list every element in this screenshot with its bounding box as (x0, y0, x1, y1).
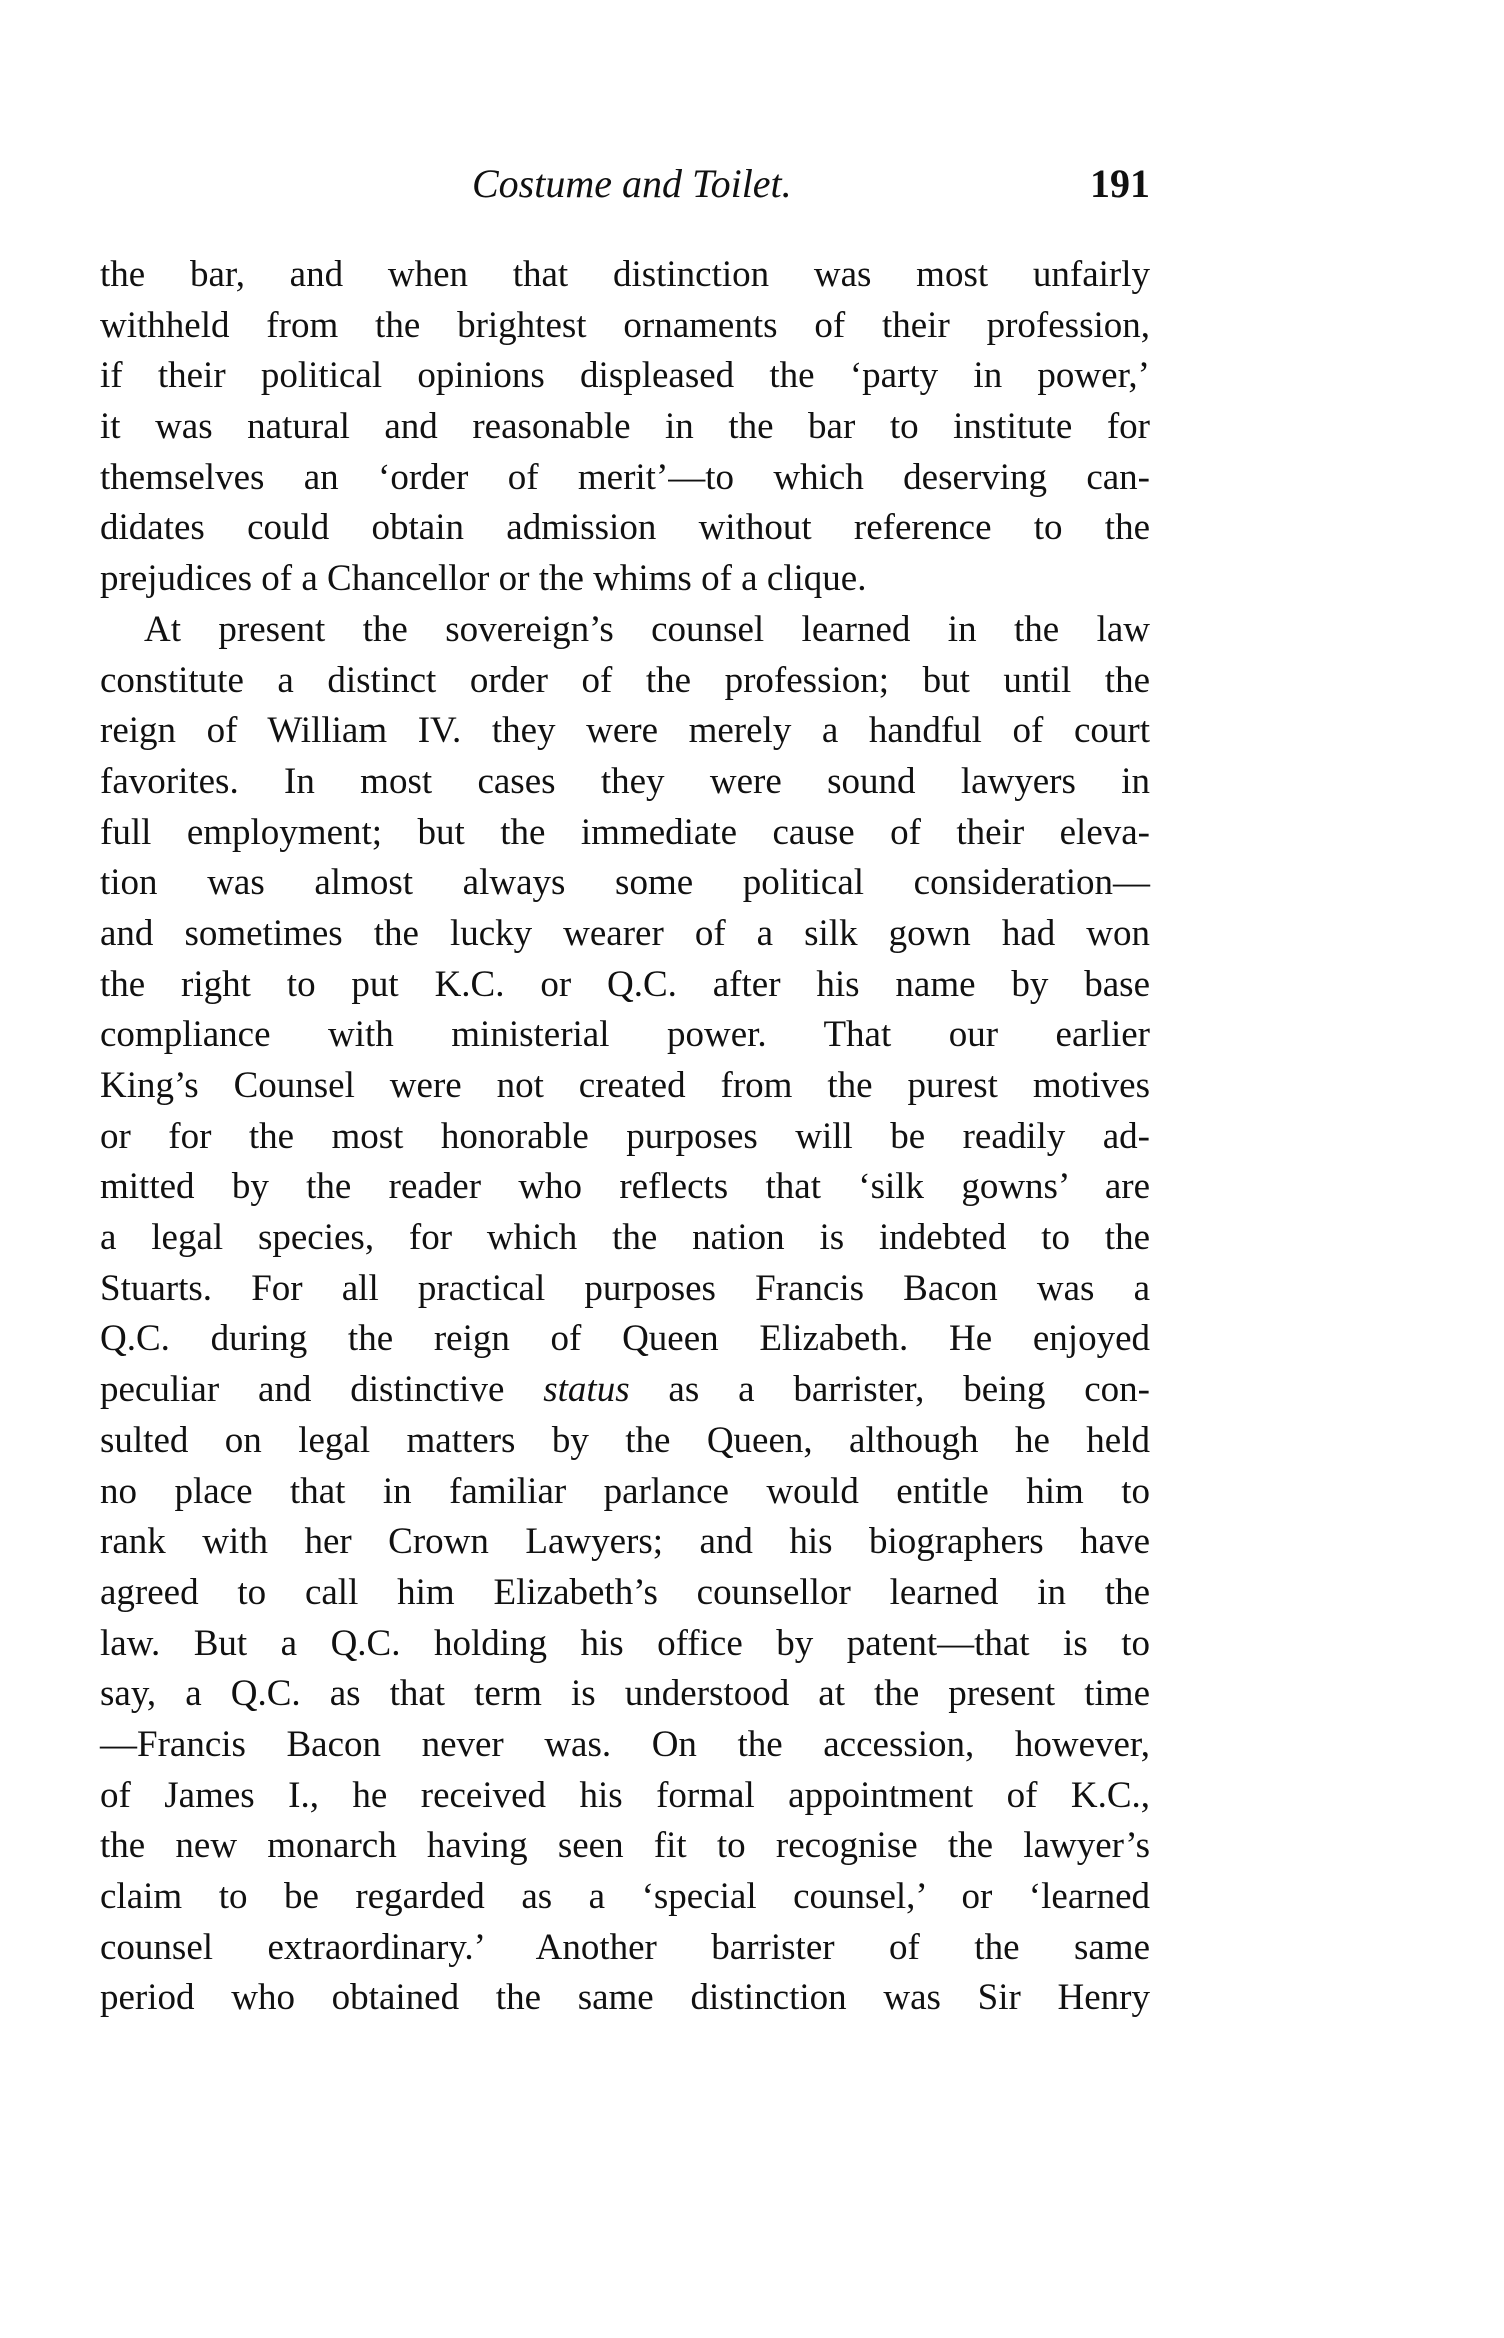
text-segment: no place that in familiar parlance would entitle him to (100, 1470, 1150, 1512)
text-segment: —Francis Bacon never was. On the accession, however, (100, 1723, 1150, 1765)
text-segment: mitted by the reader who reflects that ‘silk gowns’ are (100, 1166, 1150, 1208)
text-segment: it was natural and reasonable in the bar to institute for (100, 406, 1150, 448)
text-line (100, 1771, 1150, 1822)
text-line (100, 960, 1150, 1011)
text-segment: rank with her Crown Lawyers; and his biographers have (100, 1521, 1150, 1563)
page-number: 191 (1090, 161, 1150, 206)
text-line (100, 656, 1150, 707)
text-line (100, 1264, 1150, 1315)
text-line (100, 351, 1150, 402)
text-segment: sulted on legal matters by the Queen, although he held (100, 1419, 1150, 1461)
text-line (100, 757, 1150, 808)
text-segment: if their political opinions displeased the ‘party in power,’ (100, 355, 1150, 397)
text-segment: a legal species, for which the nation is indebted to the (100, 1217, 1150, 1259)
text-segment: and sometimes the lucky wearer of a silk gown had won (100, 912, 1150, 954)
text-line (100, 1061, 1150, 1112)
text-line (100, 1619, 1150, 1670)
text-line (100, 301, 1150, 352)
running-head (100, 160, 1150, 210)
text-segment: as a barrister, being con- (629, 1369, 1150, 1411)
text-segment: constitute a distinct order of the profession; but until the (100, 659, 1150, 701)
text-line (100, 1112, 1150, 1163)
text-line (100, 858, 1150, 909)
text-line (100, 453, 1150, 504)
text-line (100, 1010, 1150, 1061)
text-line (100, 402, 1150, 453)
text-segment: didates could obtain admission without reference to the (100, 507, 1150, 549)
text-segment: the right to put K.C. or Q.C. after his name by base (100, 963, 1150, 1005)
text-segment: withheld from the brightest ornaments of their profession, (100, 304, 1150, 346)
running-head-title: Costume and Toilet. (472, 161, 792, 206)
text-segment: say, a Q.C. as that term is understood at the present time (100, 1673, 1150, 1715)
text-line (100, 1973, 1150, 2024)
body-text (100, 250, 1150, 2024)
text-line (100, 1872, 1150, 1923)
text-segment: of James I., he received his formal appointment of K.C., (100, 1774, 1150, 1816)
text-line (100, 909, 1150, 960)
text-line (100, 1821, 1150, 1872)
text-segment: law. But a Q.C. holding his office by patent—that is to (100, 1622, 1150, 1664)
text-line (100, 1365, 1150, 1416)
text-line (100, 1923, 1150, 1974)
text-segment: the new monarch having seen fit to recognise the lawyer’s (100, 1825, 1150, 1867)
text-line (100, 706, 1150, 757)
text-segment: period who obtained the same distinction was Sir Henry (100, 1977, 1150, 2019)
text-segment: counsel extraordinary.’ Another barrister of the same (100, 1926, 1150, 1968)
text-segment: King’s Counsel were not created from the purest motives (100, 1065, 1150, 1106)
text-line (100, 1517, 1150, 1568)
text-segment: claim to be regarded as a ‘special counsel,’ or ‘learned (100, 1876, 1150, 1917)
text-segment: agreed to call him Elizabeth’s counsellor learned in the (100, 1571, 1150, 1613)
text-line (100, 503, 1150, 554)
text-line (100, 554, 1150, 605)
text-line (100, 605, 1150, 656)
text-line (100, 808, 1150, 859)
text-segment: At present the sovereign’s counsel learned in the law (144, 608, 1150, 650)
text-segment: Q.C. during the reign of Queen Elizabeth. He enjoyed (100, 1318, 1150, 1360)
text-segment: compliance with ministerial power. That our earlier (100, 1014, 1150, 1056)
italic-word: status (543, 1369, 630, 1411)
text-segment: peculiar and distinctive (100, 1369, 544, 1411)
text-line (100, 1467, 1150, 1518)
text-segment: the bar, and when that distinction was most unfairly (100, 254, 1150, 295)
text-line (100, 1213, 1150, 1264)
text-segment: tion was almost always some political consideration— (100, 862, 1150, 904)
text-line (100, 1314, 1150, 1365)
text-line (100, 1720, 1150, 1771)
text-segment: Stuarts. For all practical purposes Francis Bacon was a (100, 1267, 1150, 1309)
text-segment: prejudices of a Chancellor or the whims of a clique. (100, 558, 867, 600)
text-segment: favorites. In most cases they were sound lawyers in (100, 760, 1150, 802)
text-segment: themselves an ‘order of merit’—to which deserving can- (100, 456, 1150, 498)
text-line (100, 1416, 1150, 1467)
text-line (100, 250, 1150, 301)
text-line (100, 1669, 1150, 1720)
text-segment: full employment; but the immediate cause of their eleva- (100, 811, 1150, 853)
text-segment: or for the most honorable purposes will be readily ad- (100, 1115, 1150, 1157)
text-segment: reign of William IV. they were merely a handful of court (100, 710, 1150, 752)
text-line (100, 1568, 1150, 1619)
text-line (100, 1162, 1150, 1213)
